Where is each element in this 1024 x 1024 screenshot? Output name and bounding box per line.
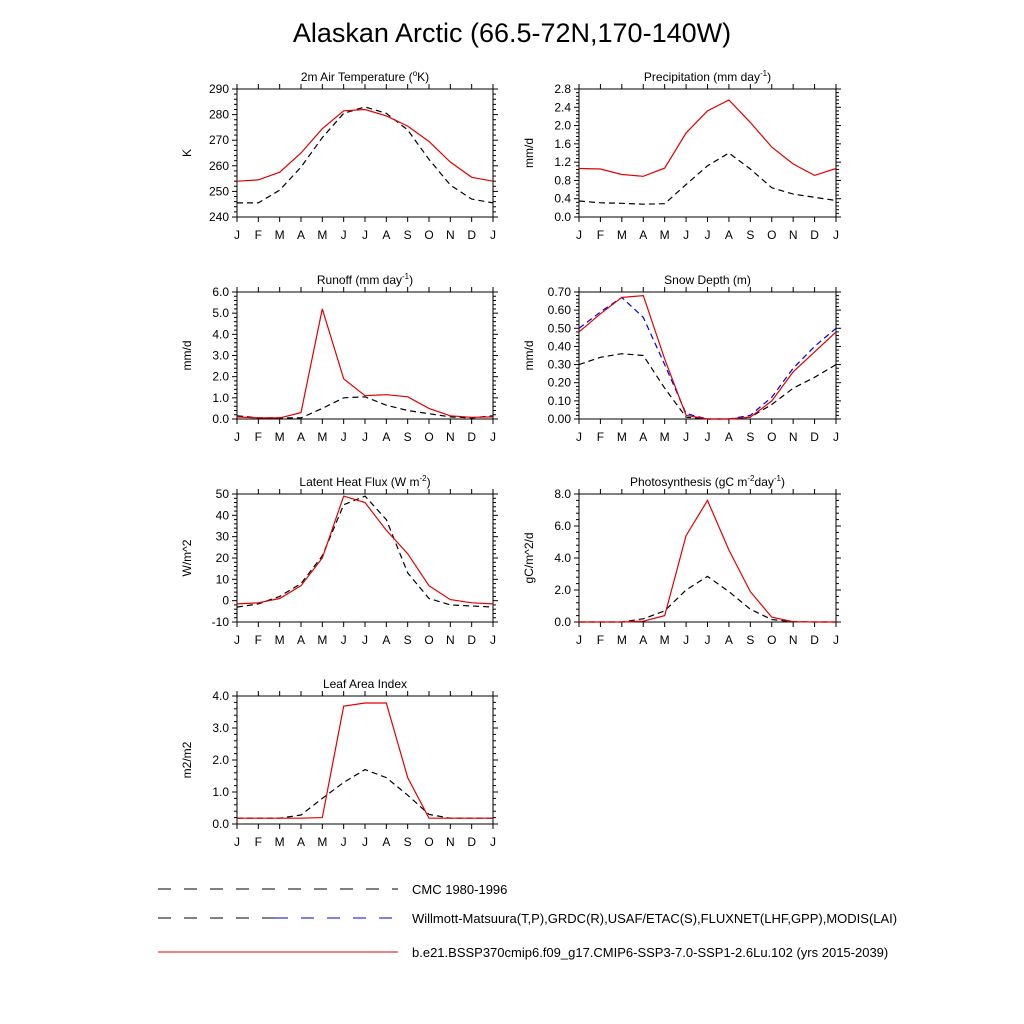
x-tick-label: M — [616, 228, 627, 242]
panel-title-sup2: -1 — [773, 474, 781, 483]
y-tick-label: 0.4 — [554, 191, 571, 206]
x-tick-label: A — [296, 430, 306, 444]
legend — [158, 882, 897, 960]
y-tick-label: 0.50 — [547, 321, 571, 336]
x-tick-label: J — [340, 430, 347, 444]
y-tick-label: 280 — [208, 107, 229, 122]
x-tick-label: F — [596, 633, 605, 647]
figure-title: Alaskan Arctic (66.5-72N,170-140W) — [292, 18, 732, 48]
x-tick-label: J — [234, 633, 240, 647]
x-tick-label: J — [833, 430, 839, 444]
x-tick-label: D — [810, 633, 819, 647]
panel-title-sup: -1 — [402, 272, 410, 281]
y-tick-label: 30 — [215, 529, 229, 544]
y-tick-label: 0.30 — [547, 357, 571, 372]
x-tick-label: F — [254, 633, 263, 647]
x-tick-label: F — [254, 228, 263, 242]
x-tick-label: D — [810, 228, 819, 242]
x-tick-label: S — [403, 430, 412, 444]
x-tick-label: J — [340, 835, 347, 849]
x-tick-label: J — [234, 228, 240, 242]
x-tick-label: M — [317, 835, 328, 849]
y-tick-label: 2.0 — [554, 118, 571, 133]
x-tick-label: N — [445, 228, 455, 242]
panel-runoff — [180, 272, 498, 444]
panel-title-close: ) — [425, 70, 430, 84]
series-line-obs — [579, 576, 836, 622]
x-tick-label: J — [576, 228, 582, 242]
panel-title — [317, 272, 413, 287]
series-line-model — [579, 500, 836, 622]
x-tick-label: J — [234, 430, 240, 444]
x-tick-label: A — [639, 430, 648, 444]
x-tick-label: D — [467, 430, 477, 444]
panel-title-sup: -2 — [419, 474, 427, 483]
y-tick-label: 1.2 — [554, 155, 571, 170]
x-tick-label: D — [467, 835, 477, 849]
y-tick-label: 270 — [208, 133, 229, 148]
panel-title-unit: K — [417, 70, 426, 84]
x-tick-label: J — [576, 633, 582, 647]
panel-precip — [522, 69, 841, 242]
x-tick-label: J — [490, 228, 496, 242]
panel-title-text: Runoff (mm day — [316, 273, 403, 287]
x-tick-label: J — [234, 835, 240, 849]
y-tick-label: 40 — [215, 508, 229, 523]
panel-lhf — [180, 474, 498, 647]
y-tick-label: 20 — [215, 551, 229, 565]
x-tick-label: S — [746, 633, 755, 647]
x-tick-label: F — [596, 430, 605, 444]
panel-title — [323, 677, 407, 691]
x-tick-label: O — [767, 430, 777, 444]
panel-title-text: Snow Depth (m) — [664, 273, 751, 287]
y-tick-label: 5.0 — [212, 306, 229, 321]
y-tick-label: 4.0 — [212, 327, 229, 342]
panel-title-paren: ( — [405, 70, 413, 84]
x-tick-label: N — [445, 430, 455, 444]
y-tick-label: 1.0 — [212, 390, 229, 405]
x-tick-label: J — [833, 633, 839, 647]
legend-item — [158, 945, 888, 960]
x-tick-label: M — [317, 430, 328, 444]
x-tick-label: M — [274, 633, 285, 647]
x-tick-label: A — [296, 228, 306, 242]
y-tick-label: 2.0 — [212, 369, 229, 384]
y-tick-label: 0.0 — [212, 817, 229, 831]
panel-title-mid: day — [754, 475, 774, 489]
plot-frame — [237, 696, 493, 824]
series-line-model — [237, 309, 493, 418]
x-tick-label: A — [382, 228, 391, 242]
x-tick-label: J — [833, 228, 839, 242]
x-tick-label: N — [445, 633, 455, 647]
y-tick-label: 0.60 — [547, 303, 571, 318]
x-tick-label: A — [296, 633, 306, 647]
y-tick-label: 0.00 — [547, 412, 571, 426]
x-tick-label: M — [659, 430, 670, 444]
plot-frame — [579, 89, 836, 217]
panel-title-text: Leaf Area Index — [322, 677, 408, 691]
y-tick-label: 2.4 — [554, 100, 571, 115]
panel-temp — [180, 69, 498, 242]
panel-title-after: ) — [767, 70, 772, 84]
panel-title-sup: -2 — [747, 474, 755, 483]
x-tick-label: O — [424, 835, 434, 849]
y-tick-label: 0.70 — [547, 285, 571, 299]
panel-title-sup: -1 — [759, 69, 768, 78]
x-tick-label: S — [746, 430, 755, 444]
series-line-model — [579, 296, 836, 419]
series-line-model — [237, 110, 493, 182]
x-tick-label: J — [362, 430, 368, 444]
panel-title — [301, 69, 429, 84]
y-tick-label: 1.0 — [212, 785, 229, 799]
y-tick-label: 0.8 — [554, 173, 571, 188]
x-tick-label: O — [767, 228, 777, 242]
x-tick-label: J — [340, 228, 347, 242]
y-axis-label: gC/m^2/d — [522, 532, 536, 584]
y-axis-label: W/m^2 — [180, 539, 194, 577]
legend-item — [158, 911, 897, 926]
x-tick-label: D — [467, 228, 477, 242]
x-tick-label: J — [340, 633, 347, 647]
panel-title-after: ) — [426, 475, 431, 489]
x-tick-label: J — [704, 633, 711, 647]
x-tick-label: M — [317, 633, 328, 647]
x-tick-label: J — [704, 228, 711, 242]
y-tick-label: 2.0 — [554, 583, 571, 597]
x-tick-label: J — [683, 633, 690, 647]
y-tick-label: 4.0 — [554, 551, 571, 565]
x-tick-label: A — [724, 633, 733, 647]
x-tick-label: N — [788, 228, 798, 242]
x-tick-label: M — [274, 430, 285, 444]
y-tick-label: 2.8 — [554, 82, 571, 96]
x-tick-label: S — [403, 835, 412, 849]
x-tick-label: A — [382, 633, 391, 647]
panel-title — [644, 69, 771, 84]
x-tick-label: O — [424, 228, 434, 242]
panel-title — [299, 474, 430, 489]
x-tick-label: S — [746, 228, 755, 242]
legend-item — [158, 882, 507, 897]
panel-gpp — [522, 474, 841, 647]
y-tick-label: 0.0 — [212, 412, 229, 426]
y-axis-label: K — [180, 148, 194, 158]
x-tick-label: A — [296, 835, 306, 849]
x-tick-label: A — [382, 835, 391, 849]
series-line-obs — [237, 496, 493, 607]
x-tick-label: J — [683, 430, 690, 444]
panels — [180, 69, 841, 849]
x-tick-label: O — [424, 430, 434, 444]
y-tick-label: 0 — [222, 593, 229, 608]
y-tick-label: 6.0 — [554, 519, 571, 533]
x-tick-label: J — [683, 228, 690, 242]
panel-title — [664, 273, 751, 287]
plot-frame — [237, 292, 493, 419]
x-tick-label: J — [362, 228, 368, 242]
x-tick-label: N — [445, 835, 455, 849]
x-tick-label: A — [724, 430, 733, 444]
panel-title-text: Photosynthesis (gC m — [630, 475, 748, 489]
y-tick-label: 260 — [208, 158, 229, 173]
x-tick-label: A — [639, 228, 648, 242]
x-tick-label: M — [616, 430, 627, 444]
series-line-model — [579, 100, 836, 176]
x-tick-label: N — [788, 633, 798, 647]
x-tick-label: N — [788, 430, 798, 444]
x-tick-label: J — [576, 430, 582, 444]
x-tick-label: J — [490, 430, 496, 444]
x-tick-label: O — [767, 633, 777, 647]
x-tick-label: O — [424, 633, 434, 647]
y-tick-label: 8.0 — [554, 487, 571, 501]
x-tick-label: M — [659, 633, 670, 647]
series-line-model — [237, 703, 493, 818]
x-tick-label: F — [254, 430, 263, 444]
y-tick-label: 4.0 — [212, 689, 229, 703]
y-tick-label: 0.0 — [554, 615, 571, 629]
y-tick-label: 250 — [208, 184, 229, 199]
y-tick-label: 1.6 — [554, 136, 571, 151]
y-tick-label: 0.20 — [547, 375, 571, 390]
plot-frame — [237, 89, 493, 217]
series-line-obs — [579, 153, 836, 204]
series-line-obs — [237, 770, 493, 819]
plot-frame — [237, 494, 493, 622]
x-tick-label: J — [490, 633, 496, 647]
x-tick-label: A — [382, 430, 391, 444]
x-tick-label: M — [616, 633, 627, 647]
y-tick-label: 3.0 — [212, 348, 229, 363]
y-tick-label: 50 — [215, 487, 229, 501]
panel-title-after: ) — [409, 273, 414, 287]
series-line-obs — [237, 107, 493, 203]
y-tick-label: 10 — [215, 572, 229, 587]
y-tick-label: 0.40 — [547, 339, 571, 354]
panel-snow — [522, 273, 841, 444]
x-tick-label: J — [704, 430, 711, 444]
y-tick-label: -10 — [211, 615, 229, 629]
y-tick-label: 6.0 — [212, 285, 229, 299]
y-axis-label: m2/m2 — [180, 741, 194, 779]
y-tick-label: 240 — [208, 210, 229, 224]
x-tick-label: J — [362, 633, 368, 647]
y-axis-label: mm/d — [522, 138, 536, 168]
y-tick-label: 2.0 — [212, 753, 229, 767]
x-tick-label: J — [490, 835, 496, 849]
series-line-obs — [237, 397, 493, 418]
x-tick-label: D — [810, 430, 819, 444]
x-tick-label: D — [467, 633, 477, 647]
y-tick-label: 0.0 — [554, 210, 571, 224]
legend-label: Willmott-Matsuura(T,P),GRDC(R),USAF/ETAC(S),FLUXNET(LHF,GPP),MODIS(LAI) — [412, 911, 898, 926]
y-tick-label: 0.10 — [547, 393, 571, 408]
series-line-obs2 — [579, 297, 836, 419]
x-tick-label: S — [403, 228, 412, 242]
x-tick-label: A — [724, 228, 733, 242]
x-tick-label: F — [254, 835, 263, 849]
legend-label: b.e21.BSSP370cmip6.f09_g17.CMIP6-SSP3-7.0-SSP1-2.6Lu.102 (yrs 2015-2039) — [412, 945, 889, 960]
x-tick-label: M — [659, 228, 670, 242]
panel-title-after: ) — [781, 475, 785, 489]
x-tick-label: F — [596, 228, 605, 242]
x-tick-label: S — [403, 633, 412, 647]
series-line-model — [237, 496, 493, 604]
panel-title — [630, 474, 785, 489]
y-axis-label: mm/d — [522, 340, 536, 371]
x-tick-label: J — [362, 835, 368, 849]
panel-title-text: Latent Heat Flux (W m — [299, 475, 420, 489]
plot-frame — [579, 292, 836, 419]
panel-title-text: Precipitation (mm day — [643, 70, 760, 84]
x-tick-label: M — [274, 228, 285, 242]
x-tick-label: A — [639, 633, 648, 647]
panel-lai — [180, 677, 498, 849]
plot-frame — [579, 494, 836, 622]
panel-title-text: 2m Air Temperature — [300, 70, 406, 84]
y-axis-label: mm/d — [180, 340, 194, 371]
y-tick-label: 290 — [208, 82, 229, 96]
y-tick-label: 3.0 — [212, 721, 229, 735]
x-tick-label: M — [317, 228, 328, 242]
legend-label: CMC 1980-1996 — [412, 882, 508, 897]
panel-title-sup: o — [412, 69, 418, 78]
x-tick-label: M — [274, 835, 285, 849]
